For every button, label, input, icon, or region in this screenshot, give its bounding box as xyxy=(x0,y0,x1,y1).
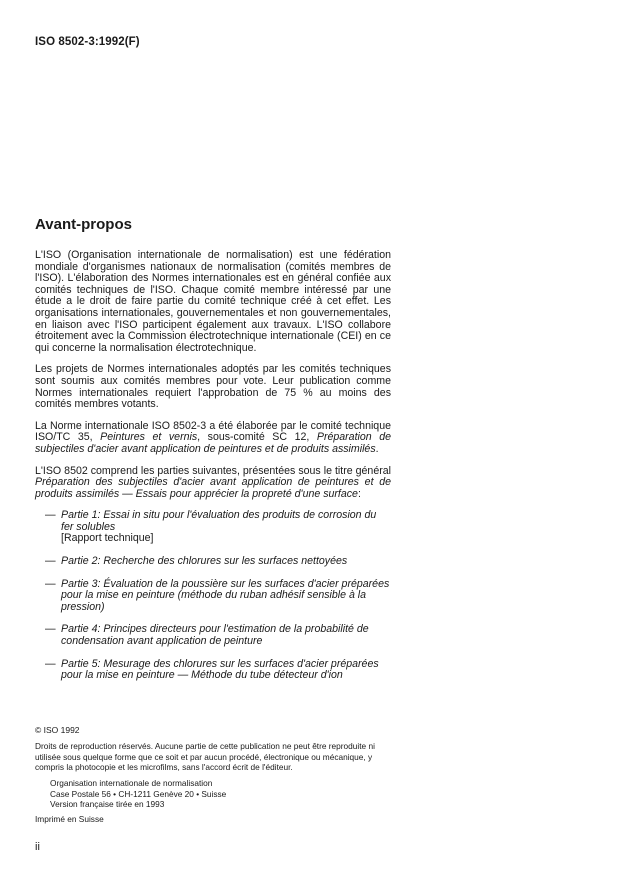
text-segment: La Norme internationale ISO 8502-3 a été élaborée par le comité technique ISO/TC 35, xyxy=(35,419,391,444)
part-description: Recherche des chlorures sur les surfaces nettoyées xyxy=(100,555,348,568)
list-item xyxy=(35,556,391,568)
part-label: Partie 3: xyxy=(61,577,101,590)
list-item xyxy=(35,510,391,545)
text-segment: : xyxy=(357,487,361,500)
paragraph-iso-intro: L'ISO (Organisation internationale de normalisation) est une fédération mondiale d'organismes nationaux de normalisation (comités membres de l'ISO). L'élaboration des Normes internationales est en général confiée aux comités techniques de l'ISO. Chaque comité membre intéressé par une étude a le droit de faire partie du comité technique créé à cet effet. Les organisations internationales, gouvernementales et non gouvernementales, en liaison avec l'ISO participent également aux travaux. L'ISO collabore étroitement avec la Commission électrotechnique internationale (CEI) en ce qui concerne la normalisation électrotechnique. xyxy=(35,249,391,354)
part-label: Partie 2: xyxy=(61,555,101,568)
paragraph-parts-intro xyxy=(35,466,391,501)
part-label: Partie 5: xyxy=(61,657,101,670)
publisher-address xyxy=(50,778,226,810)
address-line: Case Postale 56 • CH-1211 Genève 20 • Suisse xyxy=(50,788,227,799)
foreword-body xyxy=(35,250,391,693)
page-number: ii xyxy=(35,841,40,853)
list-item xyxy=(35,624,391,647)
part-description: Mesurage des chlorures sur les surfaces d'acier préparées pour la mise en peinture — Méthode du tube détecteur d'ion xyxy=(61,657,379,682)
part-label: Partie 1: xyxy=(61,509,101,522)
part-note: [Rapport technique] xyxy=(61,532,154,545)
parts-list xyxy=(35,510,391,682)
text-segment: L'ISO 8502 comprend les parties suivantes, présentées sous le titre général xyxy=(35,464,391,477)
text-segment: , sous-comité SC 12, xyxy=(197,431,317,444)
list-item xyxy=(35,579,391,614)
copyright-notice: © ISO 1992 xyxy=(35,725,80,735)
address-line: Version française tirée en 1993 xyxy=(50,799,165,809)
italic-segment: Préparation des subjectiles d'acier avant application de peintures et de produits assimilés — Essais pour apprécier la propreté d'une surface xyxy=(35,476,391,500)
paragraph-committee xyxy=(35,421,391,456)
dash-bullet: — xyxy=(45,623,56,636)
dash-bullet: — xyxy=(45,657,56,670)
dash-bullet: — xyxy=(45,509,56,522)
rights-statement: Droits de reproduction réservés. Aucune partie de cette publication ne peut être reproduite ni utilisée sous quelque forme que ce soit et par aucun procédé, électronique ou mécanique, y compris la photocopie et les microfilms, sans l'accord écrit de l'éditeur. xyxy=(35,741,375,772)
standard-id: ISO 8502-3:1992(F) xyxy=(35,36,140,48)
address-line: Organisation internationale de normalisation xyxy=(50,778,213,788)
italic-segment: Peintures et vernis xyxy=(100,431,198,444)
dash-bullet: — xyxy=(45,577,56,590)
text-segment: . xyxy=(375,442,379,455)
italic-segment: Préparation de subjectiles d'acier avant application de peintures et de produits assimilés xyxy=(35,431,391,455)
list-item xyxy=(35,659,391,682)
part-description: Essai in situ pour l'évaluation des produits de corrosion du fer solubles xyxy=(61,509,377,533)
part-label: Partie 4: xyxy=(61,623,101,636)
part-description: Principes directeurs pour l'estimation de la probabilité de condensation avant application de peinture xyxy=(61,623,369,648)
page-title: Avant-propos xyxy=(35,216,132,233)
paragraph-voting: Les projets de Normes internationales adoptés par les comités techniques sont soumis aux comités membres pour vote. Leur publication comme Normes internationales requiert l'approbation de 75 % au moins des comités membres votants. xyxy=(35,363,391,411)
dash-bullet: — xyxy=(45,555,56,568)
part-description: Évaluation de la poussière sur les surfaces d'acier préparées pour la mise en peinture (méthode du ruban adhésif sensible à la pression) xyxy=(61,577,390,613)
printed-in: Imprimé en Suisse xyxy=(35,814,104,824)
